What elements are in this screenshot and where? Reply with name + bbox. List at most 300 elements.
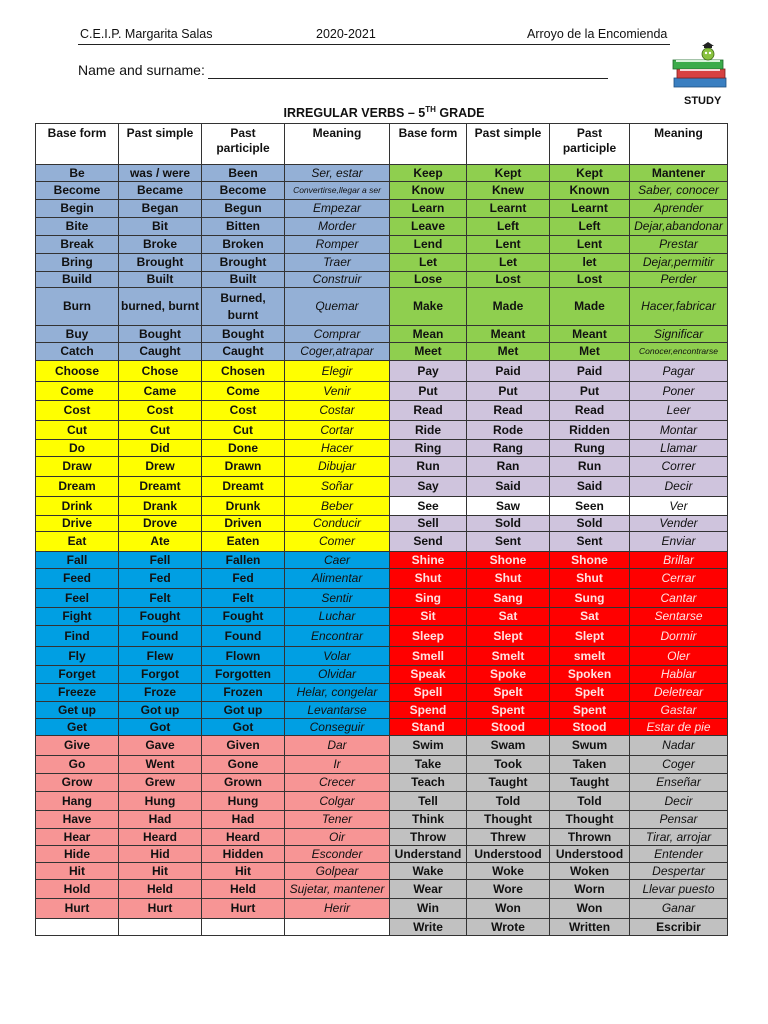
meaning-cell: Brillar: [630, 552, 728, 569]
verb-form-cell: Lose: [390, 272, 467, 288]
meaning-cell: Empezar: [285, 200, 390, 218]
verb-form-cell: Rang: [467, 440, 550, 457]
verb-form-cell: Buy: [36, 326, 119, 343]
verb-form-cell: Ate: [119, 532, 202, 552]
verb-form-cell: Begun: [202, 200, 285, 218]
verb-form-cell: Bought: [202, 326, 285, 343]
verb-form-cell: Fallen: [202, 552, 285, 569]
col-header: Meaning: [285, 124, 390, 165]
verb-form-cell: Hang: [36, 792, 119, 811]
verb-form-cell: Let: [390, 254, 467, 272]
verb-form-cell: Hung: [202, 792, 285, 811]
verb-form-cell: Came: [119, 382, 202, 401]
meaning-cell: Aprender: [630, 200, 728, 218]
verb-form-cell: Burned, burnt: [202, 288, 285, 326]
verb-form-cell: Hit: [36, 863, 119, 880]
verb-form-cell: Drink: [36, 497, 119, 516]
verb-form-cell: Taught: [467, 774, 550, 792]
meaning-cell: Conducir: [285, 516, 390, 532]
table-row: [36, 702, 728, 719]
verb-form-cell: Hurt: [119, 899, 202, 919]
table-row: [36, 361, 728, 382]
verb-form-cell: Hung: [119, 792, 202, 811]
verb-form-cell: Thrown: [550, 829, 630, 846]
verb-form-cell: Drew: [119, 457, 202, 477]
meaning-cell: Caer: [285, 552, 390, 569]
verb-form-cell: smelt: [550, 647, 630, 666]
meaning-cell: Deletrear: [630, 684, 728, 702]
verb-form-cell: Woke: [467, 863, 550, 880]
meaning-cell: Luchar: [285, 608, 390, 626]
table-row: [36, 647, 728, 666]
meaning-cell: Dormir: [630, 626, 728, 647]
table-row: [36, 608, 728, 626]
verb-form-cell: Paid: [467, 361, 550, 382]
verb-form-cell: Chose: [119, 361, 202, 382]
verb-form-cell: Slept: [467, 626, 550, 647]
verb-form-cell: Ridden: [550, 421, 630, 440]
table-row: [36, 272, 728, 288]
col-header: Past participle: [202, 124, 285, 165]
verb-form-cell: Broke: [119, 236, 202, 254]
name-label: Name and surname:: [78, 62, 205, 78]
table-header-row: [36, 124, 728, 165]
meaning-cell: Esconder: [285, 846, 390, 863]
verb-form-cell: Got: [202, 719, 285, 736]
name-input-line[interactable]: [208, 78, 608, 79]
meaning-cell: Soñar: [285, 477, 390, 497]
verb-form-cell: Draw: [36, 457, 119, 477]
col-header: Past simple: [119, 124, 202, 165]
table-row: [36, 919, 728, 936]
meaning-cell: Dejar,permitir: [630, 254, 728, 272]
meaning-cell: Vender: [630, 516, 728, 532]
verb-form-cell: Wake: [390, 863, 467, 880]
meaning-cell: Coger,atrapar: [285, 343, 390, 361]
verb-form-cell: Taught: [550, 774, 630, 792]
title-superscript: TH: [425, 105, 436, 114]
verb-form-cell: Feed: [36, 569, 119, 589]
table-row: [36, 497, 728, 516]
verb-form-cell: Fed: [119, 569, 202, 589]
verb-form-cell: Shut: [550, 569, 630, 589]
verb-form-cell: Heard: [119, 829, 202, 846]
verb-form-cell: Be: [36, 165, 119, 182]
verb-form-cell: burned, burnt: [119, 288, 202, 326]
meaning-cell: Golpear: [285, 863, 390, 880]
table-row: [36, 736, 728, 756]
table-row: [36, 666, 728, 684]
verb-form-cell: Spoken: [550, 666, 630, 684]
meaning-cell: Enseñar: [630, 774, 728, 792]
verb-form-cell: Grow: [36, 774, 119, 792]
verb-form-cell: Left: [550, 218, 630, 236]
verb-form-cell: Gone: [202, 756, 285, 774]
verb-form-cell: Mean: [390, 326, 467, 343]
verb-form-cell: Keep: [390, 165, 467, 182]
verb-form-cell: Let: [467, 254, 550, 272]
verb-form-cell: Hold: [36, 880, 119, 899]
verb-form-cell: Threw: [467, 829, 550, 846]
verb-form-cell: Leave: [390, 218, 467, 236]
verb-form-cell: Lend: [390, 236, 467, 254]
verb-form-cell: Smell: [390, 647, 467, 666]
verb-form-cell: Catch: [36, 343, 119, 361]
verb-form-cell: Come: [202, 382, 285, 401]
table-row: [36, 288, 728, 326]
verb-form-cell: Think: [390, 811, 467, 829]
verb-form-cell: Held: [202, 880, 285, 899]
meaning-cell: Sentarse: [630, 608, 728, 626]
verb-form-cell: Sent: [467, 532, 550, 552]
verb-form-cell: Swum: [550, 736, 630, 756]
meaning-cell: [285, 919, 390, 936]
verb-form-cell: Fought: [202, 608, 285, 626]
school-name: C.E.I.P. Margarita Salas: [80, 27, 213, 41]
col-header: Past participle: [550, 124, 630, 165]
verb-form-cell: Kept: [467, 165, 550, 182]
table-row: [36, 552, 728, 569]
verb-form-cell: Froze: [119, 684, 202, 702]
verb-form-cell: Sang: [467, 589, 550, 608]
verb-form-cell: Grew: [119, 774, 202, 792]
col-header: Past simple: [467, 124, 550, 165]
verb-form-cell: Forgotten: [202, 666, 285, 684]
verb-form-cell: Write: [390, 919, 467, 936]
verb-form-cell: Became: [119, 182, 202, 200]
col-header: Base form: [390, 124, 467, 165]
verb-form-cell: Throw: [390, 829, 467, 846]
verb-form-cell: Cut: [202, 421, 285, 440]
verb-form-cell: Smelt: [467, 647, 550, 666]
meaning-cell: Morder: [285, 218, 390, 236]
meaning-cell: Oir: [285, 829, 390, 846]
table-row: [36, 477, 728, 497]
verb-form-cell: Burn: [36, 288, 119, 326]
verb-form-cell: Driven: [202, 516, 285, 532]
meaning-cell: Alimentar: [285, 569, 390, 589]
verb-form-cell: Paid: [550, 361, 630, 382]
verb-form-cell: Felt: [119, 589, 202, 608]
verb-form-cell: Sleep: [390, 626, 467, 647]
verb-form-cell: Tell: [390, 792, 467, 811]
meaning-cell: Gastar: [630, 702, 728, 719]
verb-form-cell: Knew: [467, 182, 550, 200]
meaning-cell: Coger: [630, 756, 728, 774]
verb-form-cell: Thought: [467, 811, 550, 829]
verb-form-cell: Teach: [390, 774, 467, 792]
verb-form-cell: Sold: [467, 516, 550, 532]
meaning-cell: Prestar: [630, 236, 728, 254]
verb-form-cell: Ran: [467, 457, 550, 477]
verb-form-cell: Fed: [202, 569, 285, 589]
verb-form-cell: Got up: [202, 702, 285, 719]
verb-form-cell: See: [390, 497, 467, 516]
verb-form-cell: Bite: [36, 218, 119, 236]
verb-form-cell: Cost: [119, 401, 202, 421]
meaning-cell: Correr: [630, 457, 728, 477]
verb-form-cell: Speak: [390, 666, 467, 684]
table-row: [36, 516, 728, 532]
verb-form-cell: Have: [36, 811, 119, 829]
verb-form-cell: Went: [119, 756, 202, 774]
meaning-cell: Ser, estar: [285, 165, 390, 182]
verb-form-cell: Brought: [119, 254, 202, 272]
verb-form-cell: Took: [467, 756, 550, 774]
verb-form-cell: Said: [467, 477, 550, 497]
verb-form-cell: Rung: [550, 440, 630, 457]
verb-form-cell: Sent: [550, 532, 630, 552]
header-rule: [78, 44, 670, 45]
meaning-cell: Oler: [630, 647, 728, 666]
verb-form-cell: Hit: [202, 863, 285, 880]
verb-form-cell: Made: [550, 288, 630, 326]
verb-form-cell: Swim: [390, 736, 467, 756]
verb-form-cell: Fought: [119, 608, 202, 626]
verb-form-cell: Eaten: [202, 532, 285, 552]
table-row: [36, 218, 728, 236]
verb-form-cell: Given: [202, 736, 285, 756]
meaning-cell: Llamar: [630, 440, 728, 457]
verb-form-cell: Fight: [36, 608, 119, 626]
meaning-cell: Entender: [630, 846, 728, 863]
verb-form-cell: Flown: [202, 647, 285, 666]
table-row: [36, 589, 728, 608]
verb-form-cell: Felt: [202, 589, 285, 608]
verb-form-cell: Drank: [119, 497, 202, 516]
meaning-cell: Olvidar: [285, 666, 390, 684]
table-row: [36, 182, 728, 200]
verb-form-cell: Win: [390, 899, 467, 919]
table-row: [36, 236, 728, 254]
irregular-verbs-table: [35, 123, 728, 936]
meaning-cell: Escribir: [630, 919, 728, 936]
table-row: [36, 626, 728, 647]
verb-form-cell: Run: [390, 457, 467, 477]
verb-form-cell: Understood: [467, 846, 550, 863]
verb-form-cell: Stood: [467, 719, 550, 736]
verb-form-cell: Told: [467, 792, 550, 811]
meaning-cell: Mantener: [630, 165, 728, 182]
verb-form-cell: Seen: [550, 497, 630, 516]
verb-form-cell: Ride: [390, 421, 467, 440]
verb-form-cell: Hit: [119, 863, 202, 880]
verb-form-cell: Brought: [202, 254, 285, 272]
meaning-cell: Conocer,encontrarse: [630, 343, 728, 361]
verb-form-cell: Shone: [467, 552, 550, 569]
verb-form-cell: Shut: [467, 569, 550, 589]
verb-form-cell: Lent: [550, 236, 630, 254]
meaning-cell: Tener: [285, 811, 390, 829]
verb-form-cell: Dreamt: [119, 477, 202, 497]
meaning-cell: Convertirse,llegar a ser: [285, 182, 390, 200]
meaning-cell: Nadar: [630, 736, 728, 756]
verb-form-cell: Feel: [36, 589, 119, 608]
table-row: [36, 829, 728, 846]
table-row: [36, 440, 728, 457]
verb-form-cell: Run: [550, 457, 630, 477]
verb-form-cell: Lost: [467, 272, 550, 288]
verb-form-cell: Left: [467, 218, 550, 236]
meaning-cell: Hacer: [285, 440, 390, 457]
verb-form-cell: Drunk: [202, 497, 285, 516]
meaning-cell: Decir: [630, 477, 728, 497]
meaning-cell: Sentir: [285, 589, 390, 608]
meaning-cell: Perder: [630, 272, 728, 288]
table-row: [36, 401, 728, 421]
verb-form-cell: Spoke: [467, 666, 550, 684]
verb-form-cell: Sat: [550, 608, 630, 626]
verb-form-cell: was / were: [119, 165, 202, 182]
meaning-cell: Comprar: [285, 326, 390, 343]
verb-form-cell: Wore: [467, 880, 550, 899]
verb-form-cell: Shut: [390, 569, 467, 589]
verb-form-cell: Gave: [119, 736, 202, 756]
verb-form-cell: Learnt: [467, 200, 550, 218]
verb-form-cell: Met: [467, 343, 550, 361]
table-row: [36, 532, 728, 552]
table-row: [36, 684, 728, 702]
verb-form-cell: Put: [467, 382, 550, 401]
verb-form-cell: Lent: [467, 236, 550, 254]
verb-form-cell: Shone: [550, 552, 630, 569]
meaning-cell: Costar: [285, 401, 390, 421]
verb-form-cell: Spent: [550, 702, 630, 719]
verb-form-cell: Told: [550, 792, 630, 811]
verb-form-cell: Hid: [119, 846, 202, 863]
verb-form-cell: Sat: [467, 608, 550, 626]
verb-form-cell: Wear: [390, 880, 467, 899]
verb-form-cell: Spelt: [467, 684, 550, 702]
verb-form-cell: Drawn: [202, 457, 285, 477]
meaning-cell: Dibujar: [285, 457, 390, 477]
verb-form-cell: Get: [36, 719, 119, 736]
verb-form-cell: Read: [390, 401, 467, 421]
verb-form-cell: Meant: [550, 326, 630, 343]
verb-form-cell: Met: [550, 343, 630, 361]
meaning-cell: Dejar,abandonar: [630, 218, 728, 236]
verb-form-cell: [119, 919, 202, 936]
verb-form-cell: Cost: [36, 401, 119, 421]
verb-form-cell: Chosen: [202, 361, 285, 382]
table-row: [36, 756, 728, 774]
verb-form-cell: Meet: [390, 343, 467, 361]
verb-form-cell: Put: [390, 382, 467, 401]
verb-form-cell: Dream: [36, 477, 119, 497]
verb-form-cell: Get up: [36, 702, 119, 719]
meaning-cell: Quemar: [285, 288, 390, 326]
verb-form-cell: [202, 919, 285, 936]
meaning-cell: Construir: [285, 272, 390, 288]
verb-form-cell: Forget: [36, 666, 119, 684]
verb-form-cell: Come: [36, 382, 119, 401]
verb-form-cell: Understood: [550, 846, 630, 863]
verb-form-cell: Saw: [467, 497, 550, 516]
meaning-cell: Saber, conocer: [630, 182, 728, 200]
verb-form-cell: Go: [36, 756, 119, 774]
verb-form-cell: Hide: [36, 846, 119, 863]
meaning-cell: Ir: [285, 756, 390, 774]
meaning-cell: Montar: [630, 421, 728, 440]
verb-form-cell: Drive: [36, 516, 119, 532]
verb-form-cell: Freeze: [36, 684, 119, 702]
verb-form-cell: Rode: [467, 421, 550, 440]
meaning-cell: Elegir: [285, 361, 390, 382]
table-row: [36, 774, 728, 792]
verb-form-cell: Stood: [550, 719, 630, 736]
meaning-cell: Hablar: [630, 666, 728, 684]
verb-form-cell: Got up: [119, 702, 202, 719]
table-row: [36, 165, 728, 182]
verb-form-cell: Spell: [390, 684, 467, 702]
verb-form-cell: Done: [202, 440, 285, 457]
verb-form-cell: Won: [467, 899, 550, 919]
verb-form-cell: Found: [202, 626, 285, 647]
verb-form-cell: Put: [550, 382, 630, 401]
verb-form-cell: Sell: [390, 516, 467, 532]
verb-form-cell: Had: [202, 811, 285, 829]
verb-form-cell: Heard: [202, 829, 285, 846]
page-title: [0, 105, 768, 120]
meaning-cell: Traer: [285, 254, 390, 272]
verb-form-cell: Lost: [550, 272, 630, 288]
verb-form-cell: Broken: [202, 236, 285, 254]
school-place: Arroyo de la Encomienda: [527, 27, 668, 41]
verb-form-cell: Ring: [390, 440, 467, 457]
verb-form-cell: Built: [119, 272, 202, 288]
meaning-cell: Cantar: [630, 589, 728, 608]
verb-form-cell: Spent: [467, 702, 550, 719]
verb-form-cell: Read: [467, 401, 550, 421]
verb-form-cell: Break: [36, 236, 119, 254]
meaning-cell: Volar: [285, 647, 390, 666]
verb-form-cell: Become: [202, 182, 285, 200]
verb-form-cell: Learnt: [550, 200, 630, 218]
meaning-cell: Levantarse: [285, 702, 390, 719]
verb-form-cell: Hurt: [202, 899, 285, 919]
verb-form-cell: Bitten: [202, 218, 285, 236]
meaning-cell: Venir: [285, 382, 390, 401]
title-main: IRREGULAR VERBS – 5: [283, 106, 426, 121]
verb-form-cell: Stand: [390, 719, 467, 736]
verb-form-cell: Take: [390, 756, 467, 774]
verb-form-cell: Flew: [119, 647, 202, 666]
verb-form-cell: Won: [550, 899, 630, 919]
meaning-cell: Poner: [630, 382, 728, 401]
meaning-cell: Significar: [630, 326, 728, 343]
verb-form-cell: Spelt: [550, 684, 630, 702]
table-row: [36, 421, 728, 440]
verb-form-cell: let: [550, 254, 630, 272]
verb-form-cell: Hurt: [36, 899, 119, 919]
meaning-cell: Cortar: [285, 421, 390, 440]
verb-form-cell: Pay: [390, 361, 467, 382]
logo-label: STUDY: [684, 95, 722, 107]
meaning-cell: Herir: [285, 899, 390, 919]
verb-form-cell: Fly: [36, 647, 119, 666]
verb-form-cell: Shine: [390, 552, 467, 569]
verb-form-cell: Caught: [119, 343, 202, 361]
verb-form-cell: Choose: [36, 361, 119, 382]
verb-form-cell: Built: [202, 272, 285, 288]
verb-form-cell: Hidden: [202, 846, 285, 863]
verb-form-cell: Become: [36, 182, 119, 200]
verb-form-cell: Read: [550, 401, 630, 421]
table-row: [36, 326, 728, 343]
meaning-cell: Beber: [285, 497, 390, 516]
col-header: Meaning: [630, 124, 728, 165]
meaning-cell: Despertar: [630, 863, 728, 880]
